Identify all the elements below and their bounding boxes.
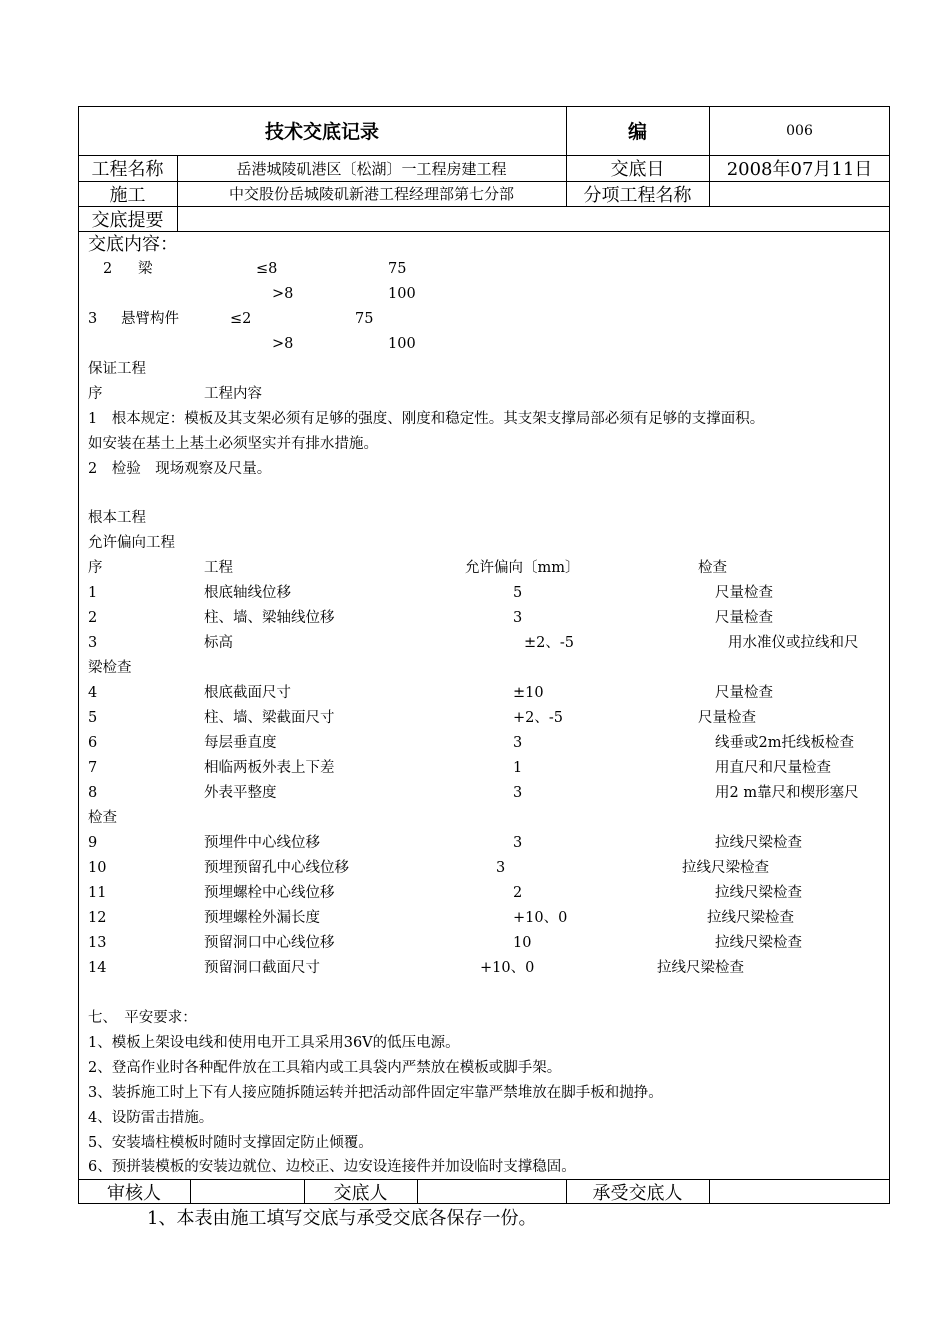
row-item: 预留洞口中心线位移 — [204, 935, 335, 951]
beam-val: 75 — [355, 311, 374, 327]
col-header-dev: 允许偏向〔mm〕 — [465, 560, 580, 576]
beam-val: 75 — [388, 261, 407, 277]
row-item: 柱、墙、梁截面尺寸 — [204, 710, 335, 726]
row-check: 用2 m靠尺和楔形塞尺 — [715, 785, 859, 801]
receiver-label: 承受交底人 — [592, 1182, 683, 1204]
row-dev: 3 — [513, 610, 523, 626]
row-check: 用直尺和尺量检查 — [715, 760, 831, 776]
beam-no: 2 — [103, 261, 113, 277]
beam-cond: >8 — [272, 336, 294, 352]
guarantee-item-1-cont: 如安装在基土上基土必须坚实并有排水措施。 — [88, 436, 378, 452]
row-item: 根底截面尺寸 — [204, 685, 291, 701]
summary-value — [177, 206, 890, 231]
row-check: 尺量检查 — [715, 585, 773, 601]
row-item: 预埋件中心线位移 — [204, 835, 320, 851]
receiver-value — [709, 1179, 890, 1204]
basic-title: 根本工程 — [88, 510, 146, 526]
reviewer-value — [190, 1179, 304, 1204]
footnote: 1、本表由施工填写交底与承受交底各保存一份。 — [147, 1208, 537, 1229]
row-check-wrap: 检查 — [88, 810, 117, 826]
row-check: 拉线尺梁检查 — [682, 860, 769, 876]
row-item: 预埋螺栓中心线位移 — [204, 885, 335, 901]
row-dev: ±2、-5 — [524, 635, 574, 651]
row-dev: 5 — [513, 585, 523, 601]
row-check: 拉线尺梁检查 — [657, 960, 744, 976]
divider — [78, 231, 890, 232]
row-item: 预留洞口截面尺寸 — [204, 960, 320, 976]
col-header-no: 序 — [88, 560, 103, 576]
form-title: 技术交底记录 — [264, 121, 379, 143]
row-check: 尺量检查 — [698, 710, 756, 726]
guarantee-col-content: 工程内容 — [204, 386, 262, 402]
row-check: 尺量检查 — [715, 610, 773, 626]
row-check: 拉线尺梁检查 — [715, 835, 802, 851]
beam-val: 100 — [388, 286, 416, 302]
row-dev: 3 — [513, 785, 523, 801]
beam-cond: >8 — [272, 286, 294, 302]
row-check: 线垂或2m托线板检查 — [715, 735, 854, 751]
row-no: 5 — [88, 710, 98, 726]
subproject-value — [709, 181, 890, 206]
row-no: 12 — [88, 910, 107, 926]
row-no: 2 — [88, 610, 98, 626]
beam-cond: ≤2 — [230, 311, 252, 327]
row-no: 11 — [88, 885, 107, 901]
safety-title: 七、 平安要求： — [88, 1010, 197, 1026]
row-dev: 1 — [513, 760, 523, 776]
construction-value: 中交股份岳城陵矶新港工程经理部第七分部 — [228, 185, 514, 203]
content-heading: 交底内容： — [88, 234, 178, 255]
guarantee-title: 保证工程 — [88, 361, 146, 377]
guarantee-item-2: 2 检验 现场观察及尺量。 — [88, 461, 272, 477]
row-item: 标高 — [204, 635, 233, 651]
beam-item: 悬臂构件 — [121, 311, 179, 327]
row-item: 相临两板外表上下差 — [204, 760, 335, 776]
row-no: 8 — [88, 785, 98, 801]
row-dev: 10 — [513, 935, 532, 951]
number-value: 006 — [786, 122, 813, 139]
project-name-label: 工程名称 — [91, 159, 164, 180]
row-check: 用水准仪或拉线和尺 — [728, 635, 859, 651]
project-name-value: 岳港城陵矶港区〔松湖〕一工程房建工程 — [236, 159, 507, 178]
row-no: 14 — [88, 960, 107, 976]
row-item: 预埋螺栓外漏长度 — [204, 910, 320, 926]
row-no: 10 — [88, 860, 107, 876]
row-dev: +2、-5 — [513, 710, 563, 726]
row-dev: 3 — [513, 735, 523, 751]
beam-no: 3 — [88, 311, 98, 327]
row-dev: 3 — [496, 860, 506, 876]
safety-item: 5、安装墙柱模板时随时支撑固定防止倾覆。 — [88, 1135, 373, 1151]
beam-item: 梁 — [138, 261, 153, 277]
date-label: 交底日 — [610, 159, 665, 180]
subproject-label: 分项工程名称 — [583, 184, 692, 206]
number-label: 编 — [627, 121, 647, 143]
row-item: 每层垂直度 — [204, 735, 277, 751]
row-no: 13 — [88, 935, 107, 951]
discloser-value — [417, 1179, 566, 1204]
row-check: 尺量检查 — [715, 685, 773, 701]
guarantee-item-1: 1 根本规定：模板及其支架必须有足够的强度、刚度和稳定性。其支架支撑局部必须有足够的支撑面积。 — [88, 411, 765, 427]
row-no: 3 — [88, 635, 98, 651]
beam-val: 100 — [388, 336, 416, 352]
reviewer-label: 审核人 — [107, 1182, 161, 1204]
row-item: 根底轴线位移 — [204, 585, 291, 601]
row-no: 9 — [88, 835, 98, 851]
safety-item: 6、预拼装模板的安装边就位、边校正、边安设连接件并加设临时支撑稳固。 — [88, 1159, 576, 1175]
row-check-wrap: 梁检查 — [88, 660, 132, 676]
row-dev: 3 — [513, 835, 523, 851]
row-no: 6 — [88, 735, 98, 751]
row-check: 拉线尺梁检查 — [715, 885, 802, 901]
row-dev: +10、0 — [513, 910, 568, 926]
row-no: 7 — [88, 760, 98, 776]
deviation-title: 允许偏向工程 — [88, 535, 175, 551]
row-no: 4 — [88, 685, 98, 701]
row-check: 拉线尺梁检查 — [715, 935, 802, 951]
row-check: 拉线尺梁检查 — [707, 910, 794, 926]
row-dev: 2 — [513, 885, 523, 901]
row-no: 1 — [88, 585, 98, 601]
col-header-check: 检查 — [698, 560, 727, 576]
row-item: 外表平整度 — [204, 785, 277, 801]
guarantee-col-no: 序 — [88, 386, 103, 402]
construction-label: 施工 — [109, 184, 146, 206]
summary-label: 交底提要 — [91, 209, 164, 231]
col-header-item: 工程 — [204, 560, 233, 576]
discloser-label: 交底人 — [333, 1182, 388, 1204]
safety-item: 4、设防雷击措施。 — [88, 1110, 214, 1126]
row-dev: +10、0 — [480, 960, 535, 976]
beam-cond: ≤8 — [256, 261, 278, 277]
safety-item: 2、登高作业时各种配件放在工具箱内或工具袋内严禁放在模板或脚手架。 — [88, 1060, 562, 1076]
safety-item: 3、装拆施工时上下有人接应随拆随运转并把活动部件固定牢靠严禁堆放在脚手板和抛挣。 — [88, 1085, 663, 1101]
date-value: 2008年07月11日 — [726, 159, 873, 180]
row-item: 预埋预留孔中心线位移 — [204, 860, 349, 876]
row-dev: ±10 — [513, 685, 544, 701]
row-item: 柱、墙、梁轴线位移 — [204, 610, 335, 626]
safety-item: 1、模板上架设电线和使用电开工具采用36V的低压电源。 — [88, 1035, 460, 1051]
